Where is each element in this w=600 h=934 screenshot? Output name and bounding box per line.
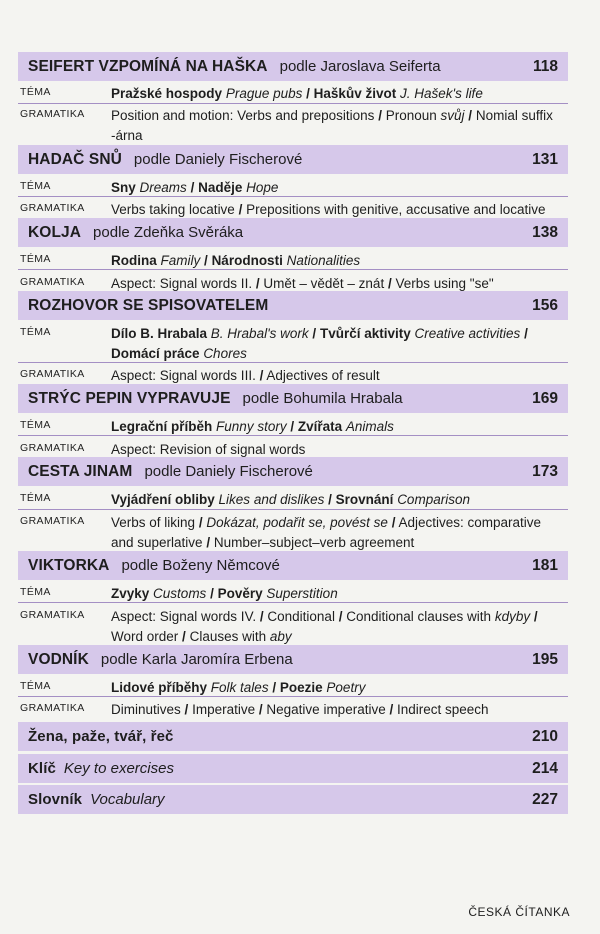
- extra-title-en: Vocabulary: [90, 791, 165, 808]
- gramatika-label: GRAMATIKA: [20, 609, 85, 621]
- gramatika-text: Position and motion: Verbs and prepositions / Pronoun svůj / Nomial suffix -árna: [111, 108, 553, 143]
- section-title: STRÝC PEPIN VYPRAVUJE: [28, 389, 231, 407]
- book-title-footer: ČESKÁ ČÍTANKA: [468, 905, 570, 919]
- tema-label: TÉMA: [20, 180, 51, 192]
- tema-text: Lidové příběhy Folk tales / Poezie Poetry: [111, 680, 366, 695]
- section-author: podle Bohumila Hrabala: [242, 390, 403, 407]
- tema-text: Zvyky Customs / Pověry Superstition: [111, 586, 338, 601]
- section-header: [18, 384, 568, 413]
- extra-page: 210: [532, 727, 558, 745]
- gramatika-label: GRAMATIKA: [20, 515, 85, 527]
- extra-header: [18, 754, 568, 783]
- tema-text: Rodina Family / Národnosti Nationalities: [111, 253, 361, 268]
- section-author: podle Jaroslava Seiferta: [279, 58, 441, 75]
- extra-page: 227: [532, 790, 558, 808]
- section-title: HADAČ SNŮ: [28, 150, 122, 168]
- section-page: 118: [532, 57, 558, 75]
- section-title: SEIFERT VZPOMÍNÁ NA HAŠKA: [28, 57, 268, 75]
- section-title: KOLJA: [28, 223, 82, 241]
- tema-text: Dílo B. Hrabala B. Hrabal's work / Tvůrčí aktivity Creative activities / Domácí práce Chores: [111, 326, 528, 361]
- section-page: 156: [532, 296, 558, 314]
- section-title: VODNÍK: [28, 650, 89, 668]
- section-page: 131: [532, 150, 558, 168]
- section-title: VIKTORKA: [28, 556, 110, 574]
- extra-title: Slovník: [28, 791, 83, 808]
- section-header: [18, 645, 568, 674]
- gramatika-label: GRAMATIKA: [20, 202, 85, 214]
- section-author: podle Daniely Fischerové: [133, 151, 303, 168]
- section-author: podle Daniely Fischerové: [144, 463, 313, 480]
- tema-text: Vyjádření obliby Likes and dislikes / Srovnání Comparison: [111, 492, 470, 507]
- tema-label: TÉMA: [20, 326, 51, 338]
- section-title: CESTA JINAM: [28, 462, 133, 480]
- tema-label: TÉMA: [20, 492, 51, 504]
- gramatika-text: Aspect: Signal words II. / Umět – vědět – znát / Verbs using "se": [111, 276, 494, 291]
- tema-text: Legrační příběh Funny story / Zvířata Animals: [111, 419, 394, 434]
- gramatika-label: GRAMATIKA: [20, 276, 85, 288]
- extra-title: Klíč: [28, 760, 56, 777]
- section-header: [18, 145, 568, 174]
- extra-title-en: Key to exercises: [63, 760, 174, 777]
- section-page: 181: [532, 556, 558, 574]
- section-page: 138: [532, 223, 558, 241]
- section-header: [18, 291, 568, 320]
- section-header: [18, 457, 568, 486]
- extra-page: 214: [532, 759, 558, 777]
- gramatika-label: GRAMATIKA: [20, 702, 85, 714]
- section-page: 173: [532, 462, 558, 480]
- tema-label: TÉMA: [20, 680, 51, 692]
- extra-header: [18, 785, 568, 814]
- extra-title: Žena, paže, tvář, řeč: [28, 728, 174, 745]
- tema-text: Pražské hospody Prague pubs / Haškův život J. Hašek's life: [111, 86, 483, 101]
- gramatika-text: Aspect: Signal words III. / Adjectives of result: [111, 368, 380, 383]
- gramatika-text: Verbs of liking / Dokázat, podařit se, povést se / Adjectives: comparative and superlative / Number–subject–verb agreement: [111, 515, 542, 550]
- gramatika-label: GRAMATIKA: [20, 108, 85, 120]
- section-author: podle Zdeňka Svěráka: [93, 224, 244, 241]
- gramatika-text: Aspect: Signal words IV. / Conditional / Conditional clauses with kdyby / Word order / Clauses with aby: [111, 609, 538, 644]
- section-header: [18, 218, 568, 247]
- section-page: 169: [532, 389, 558, 407]
- tema-label: TÉMA: [20, 253, 51, 265]
- extra-header: [18, 722, 568, 751]
- section-title: ROZHOVOR SE SPISOVATELEM: [28, 296, 269, 314]
- gramatika-label: GRAMATIKA: [20, 442, 85, 454]
- tema-label: TÉMA: [20, 86, 51, 98]
- section-page: 195: [532, 650, 558, 668]
- section-header: [18, 52, 568, 81]
- tema-text: Sny Dreams / Naděje Hope: [111, 180, 279, 195]
- section-author: podle Boženy Němcové: [121, 557, 280, 574]
- gramatika-text: Aspect: Revision of signal words: [111, 442, 306, 457]
- gramatika-text: Verbs taking locative / Prepositions with genitive, accusative and locative: [111, 202, 546, 217]
- gramatika-label: GRAMATIKA: [20, 368, 85, 380]
- section-header: [18, 551, 568, 580]
- tema-label: TÉMA: [20, 419, 51, 431]
- gramatika-text: Diminutives / Imperative / Negative imperative / Indirect speech: [111, 702, 489, 717]
- section-author: podle Karla Jaromíra Erbena: [100, 651, 293, 668]
- tema-label: TÉMA: [20, 586, 51, 598]
